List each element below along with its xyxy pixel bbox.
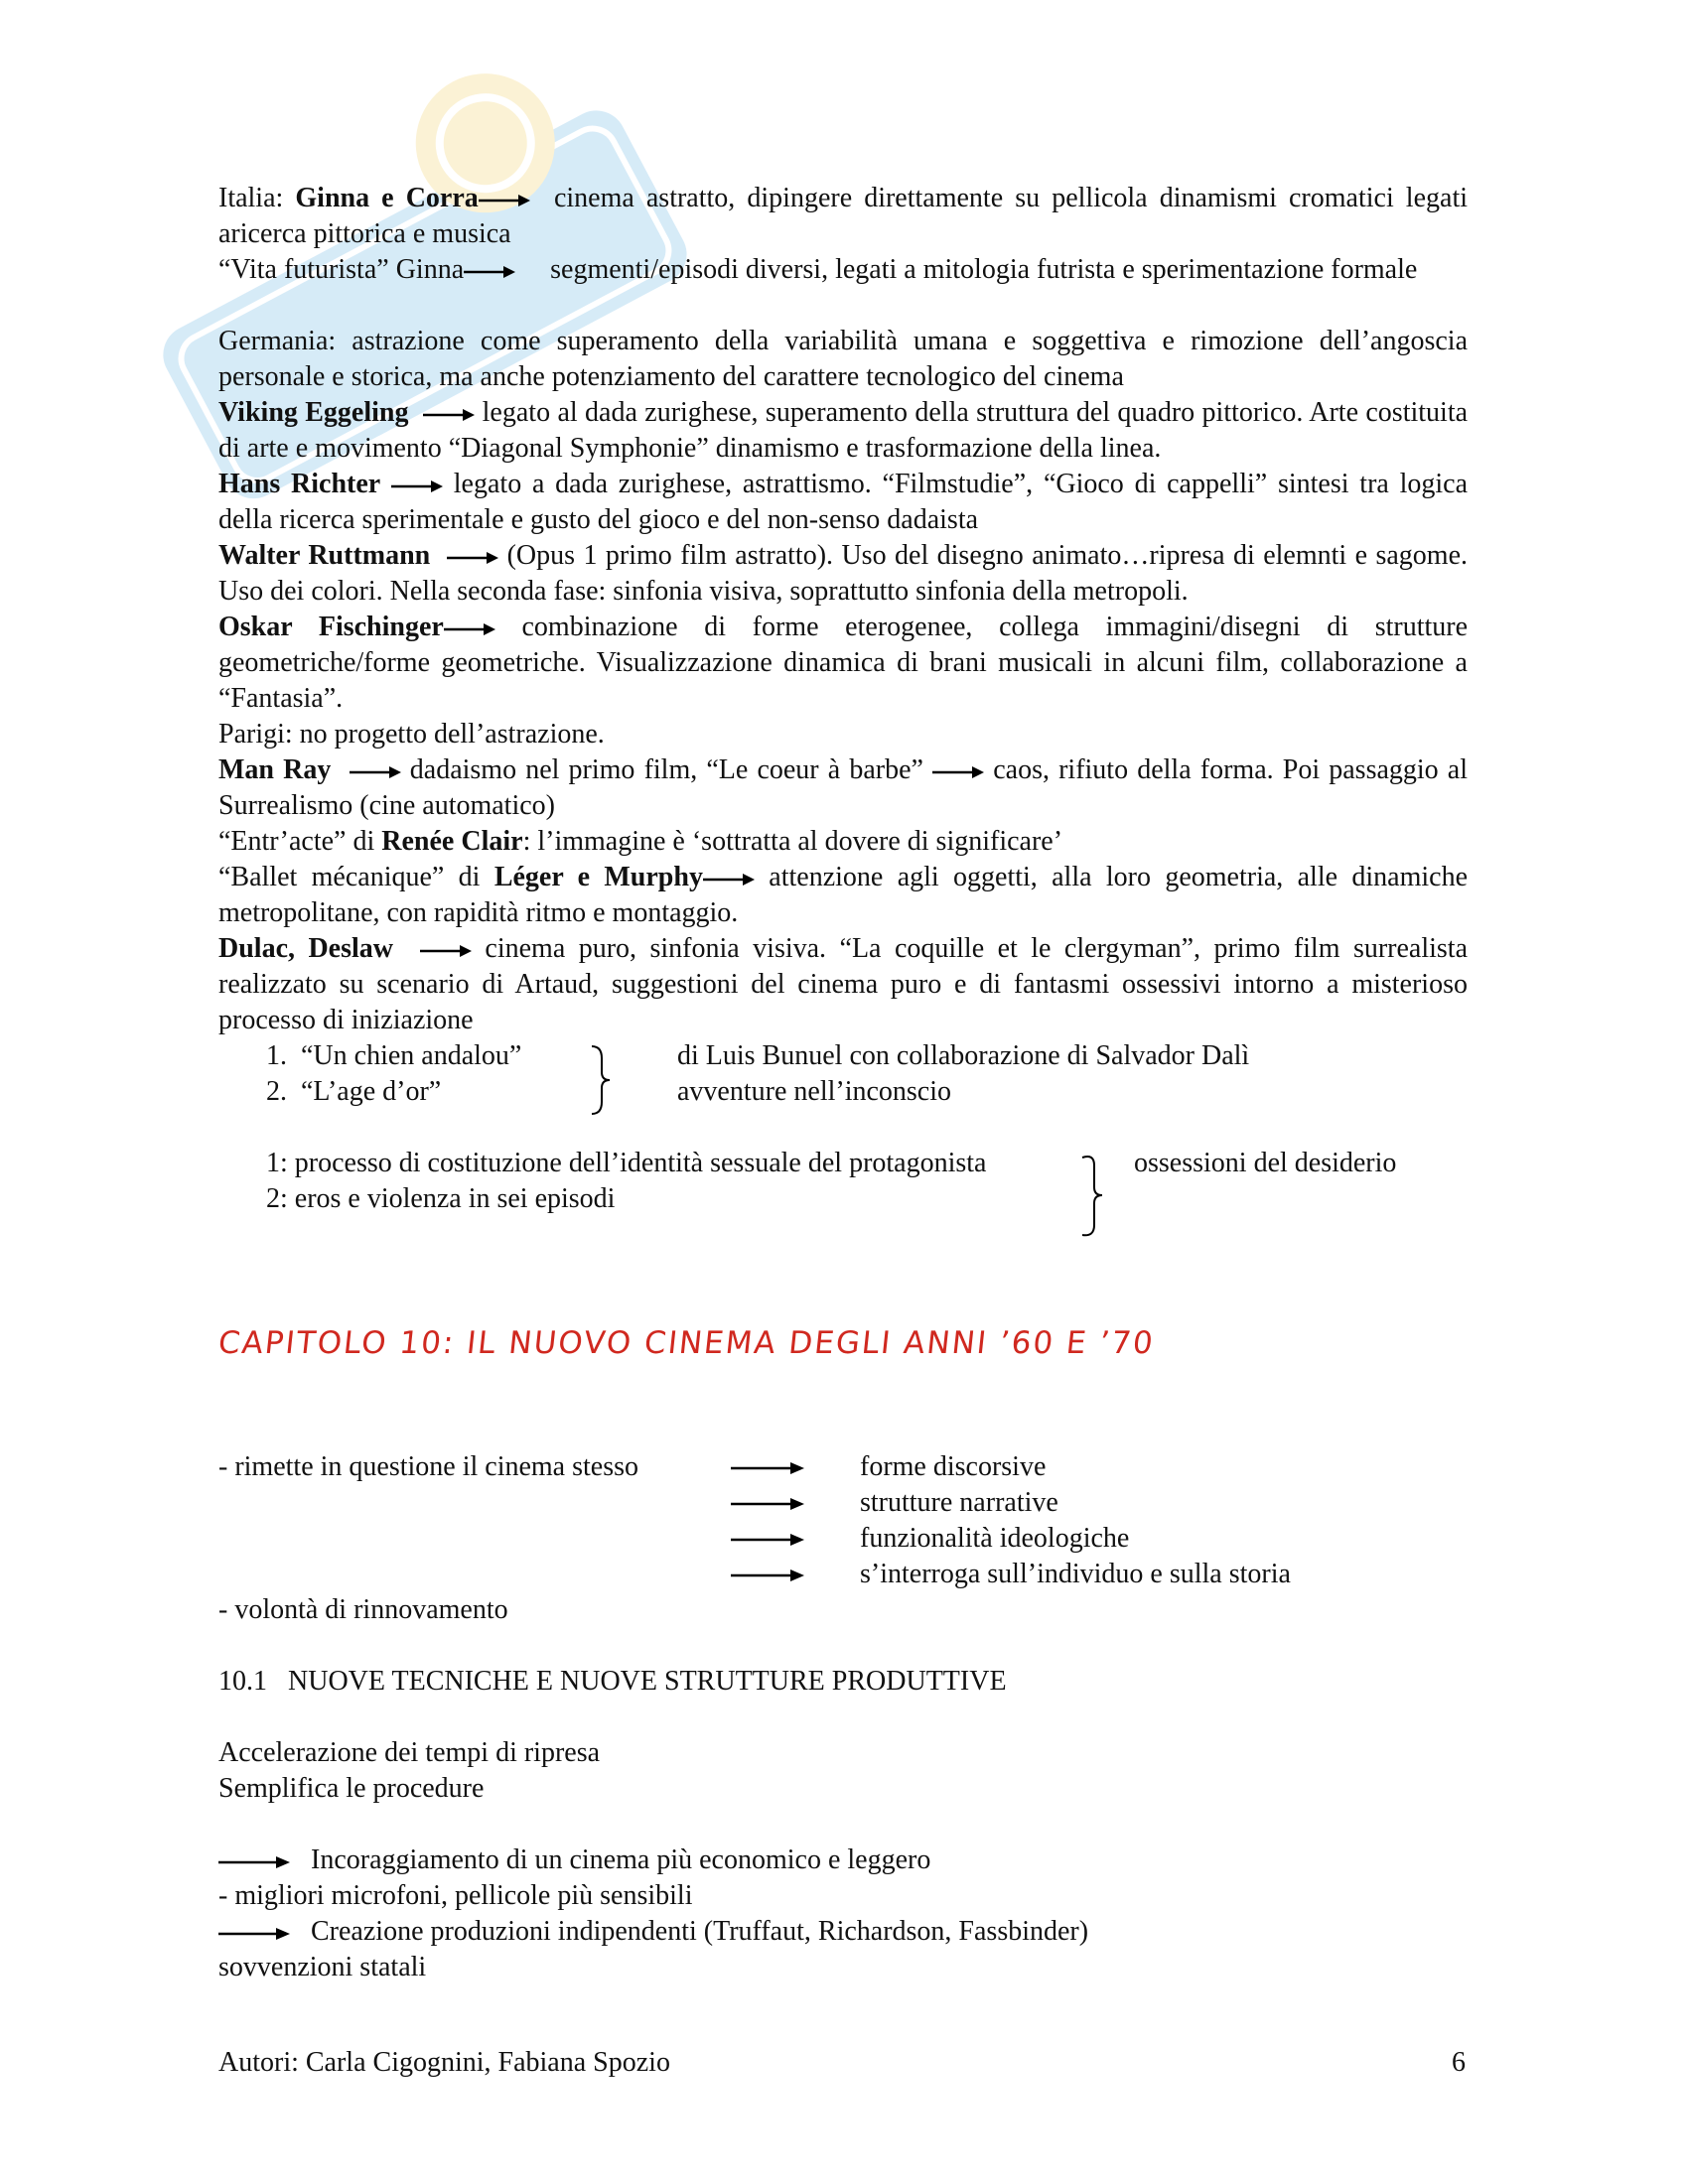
arrow-icon [731,1497,804,1511]
paragraph-vita-futurista: “Vita futurista” Ginna segmenti/episodi diversi, legati a mitologia futrista e sperimentazione formale [218,254,1418,285]
arrow-icon [444,622,495,636]
arrow-icon [420,944,472,958]
arrow-icon [703,873,755,887]
paragraph-eggeling: Viking Eggeling legato al dada zurighese, superamento della struttura del quadro pittorico. Arte costituita di arte e movimento “Diagonal Symphonie” dinamismo e trasformazione della linea. [218,397,1469,464]
arrow-icon [423,408,475,422]
paragraph-italia: Italia: Ginna e Corra cinema astratto, dipingere direttamente su pellicola dinamismi cromatici legati aricerca pittorica e musica [218,183,1468,249]
paragraph-ruttmann: Walter Ruttmann (Opus 1 primo film astratto). Uso del disegno animato…ripresa di elemnti e sagome. Uso dei colori. Nella seconda fase: sinfonia visiva, soprattutto sinfonia della metropoli. [218,540,1469,607]
arrow-icon [731,1569,804,1582]
brace-icon [588,1044,614,1116]
paragraph-entracte: “Entr’acte” di Renée Clair: l’immagine è ‘sottratta al dovere di significare’ [218,826,1063,857]
section-heading: 10.1 NUOVE TECNICHE E NUOVE STRUTTURE PRODUTTIVE [218,1666,1007,1697]
paragraph-germania: Germania: astrazione come superamento della variabilità umana e soggettiva e rimozione dell’angoscia personale e storica, ma anche potenziamento del carattere tecnologico del cinema [218,326,1468,392]
paragraph-parigi: Parigi: no progetto dell’astrazione. [218,719,605,750]
list-item: strutture narrative [860,1487,1058,1518]
list-item: forme discorsive [860,1451,1047,1482]
page-number: 6 [1452,2047,1466,2078]
arrow-icon [350,765,401,779]
text-line: - migliori microfoni, pellicole più sensibili [218,1880,693,1911]
desire-note: ossessioni del desiderio [1134,1148,1397,1178]
arrow-icon [932,765,984,779]
paragraph-man-ray: Man Ray dadaismo nel primo film, “Le coeur à barbe” caos, rifiuto della forma. Poi passaggio al Surrealismo (cine automatico) [218,754,1469,821]
arrow-icon [731,1461,804,1475]
film-author-note: di Luis Bunuel con collaborazione di Salvador Dalì [677,1040,1250,1071]
text-line: Creazione produzioni indipendenti (Truffaut, Richardson, Fassbinder) [218,1914,1088,1950]
intro-point: - rimette in questione il cinema stesso [218,1451,639,1482]
list-item: 1. “Un chien andalou” [266,1040,522,1071]
list-item: funzionalità ideologiche [860,1523,1130,1554]
arrow-icon [464,265,515,279]
arrow-icon [447,551,498,565]
paragraph-dulac: Dulac, Deslaw cinema puro, sinfonia visiva. “La coquille et le clergyman”, primo film surrealista realizzato su scenario di Artaud, suggestioni del cinema puro e di fantasmi ossessivi intorno a misterioso processo di iniziazione [218,933,1469,1035]
paragraph-richter: Hans Richter legato a dada zurighese, astrattismo. “Filmstudie”, “Gioco di cappelli” sintesi tra logica della ricerca sperimentale e gusto del gioco e del non-senso dadaista [218,469,1469,535]
brace-icon [1078,1152,1108,1239]
text-line: Accelerazione dei tempi di ripresa [218,1737,601,1768]
arrow-icon [218,1927,290,1941]
list-item: 1: processo di costituzione dell’identità sessuale del protagonista [266,1148,987,1178]
intro-point: - volontà di rinnovamento [218,1594,508,1625]
text-line: Incoraggiamento di un cinema più economico e leggero [218,1843,930,1878]
paragraph-ballet: “Ballet mécanique” di Léger e Murphy attenzione agli oggetti, alla loro geometria, alle dinamiche metropolitane, con rapidità ritmo e montaggio. [218,862,1468,928]
film-theme-note: avventure nell’inconscio [677,1076,952,1107]
chapter-title: CAPITOLO 10: IL NUOVO CINEMA DEGLI ANNI ’60 E ’70 [216,1325,1157,1361]
text-line: sovvenzioni statali [218,1952,427,1982]
arrow-icon [391,479,443,493]
arrow-icon [731,1533,804,1547]
footer-authors: Autori: Carla Cigognini, Fabiana Spozio [218,2047,670,2078]
text-line: Semplifica le procedure [218,1773,485,1804]
list-item: 2. “L’age d’or” [266,1076,442,1107]
paragraph-fischinger: Oskar Fischinger combinazione di forme eterogenee, collega immagini/disegni di strutture geometriche/forme geometriche. Visualizzazione dinamica di brani musicali in alcuni film, collaborazione a “Fantasia”. [218,612,1469,714]
list-item: s’interroga sull’individuo e sulla storia [860,1559,1291,1589]
arrow-icon [218,1855,290,1869]
list-item: 2: eros e violenza in sei episodi [266,1183,616,1214]
arrow-icon [479,194,530,207]
